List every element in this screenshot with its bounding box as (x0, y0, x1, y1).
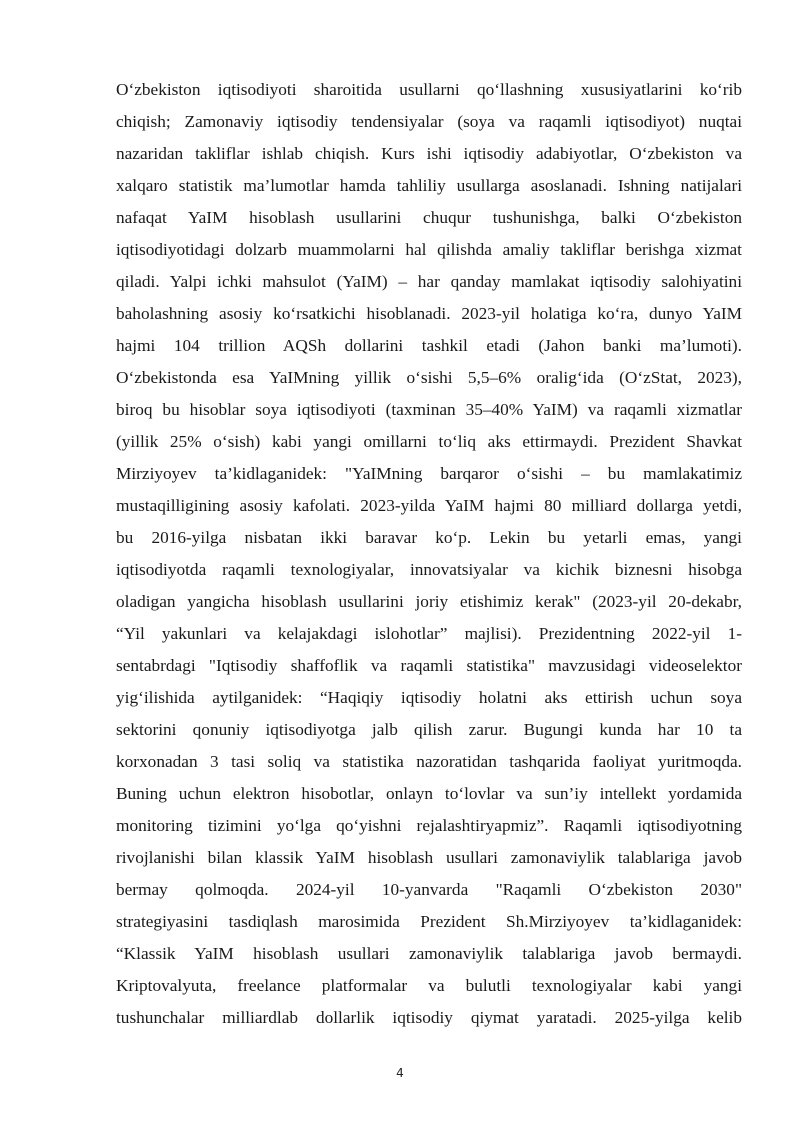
text-line: sektorini qonuniy iqtisodiyotga jalb qilish zarur. Bugungi kunda har 10 ta (116, 720, 742, 739)
text-line: strategiyasini tasdiqlash marosimida Prezident Sh.Mirziyoyev ta’kidlaganidek: (116, 912, 742, 931)
text-line: mustaqilligining asosiy kafolati. 2023-yilda YaIM hajmi 80 milliard dollarga yetdi, (116, 496, 742, 515)
text-line: yig‘ilishida aytilganidek: “Haqiqiy iqtisodiy holatni aks ettirish uchun soya (116, 688, 742, 707)
text-line: oladigan yangicha hisoblash usullarini joriy etishimiz kerak" (2023-yil 20-dekabr, (116, 592, 742, 611)
text-line: rivojlanishi bilan klassik YaIM hisoblash usullari zamonaviylik talablariga javob (116, 848, 742, 867)
text-line: “Yil yakunlari va kelajakdagi islohotlar” majlisi). Prezidentning 2022-yil 1- (116, 624, 742, 643)
text-line: nafaqat YaIM hisoblash usullarini chuqur tushunishga, balki O‘zbekiston (116, 208, 742, 227)
text-line: bu 2016-yilga nisbatan ikki baravar ko‘p. Lekin bu yetarli emas, yangi (116, 528, 742, 547)
text-line: nazaridan takliflar ishlab chiqish. Kurs ishi iqtisodiy adabiyotlar, O‘zbekiston va (116, 144, 742, 163)
text-line: bermay qolmoqda. 2024-yil 10-yanvarda "Raqamli O‘zbekiston 2030" (116, 880, 742, 899)
text-line: qiladi. Yalpi ichki mahsulot (YaIM) – har qanday mamlakat iqtisodiy salohiyatini (116, 272, 742, 291)
text-line: xalqaro statistik ma’lumotlar hamda tahliliy usullarga asoslanadi. Ishning natijalari (116, 176, 742, 195)
text-line: “Klassik YaIM hisoblash usullari zamonaviylik talablariga javob bermaydi. (116, 944, 742, 963)
text-line: Buning uchun elektron hisobotlar, onlayn to‘lovlar va sun’iy intellekt yordamida (116, 784, 742, 803)
text-line: monitoring tizimini yo‘lga qo‘yishni rejalashtiryapmiz”. Raqamli iqtisodiyotning (116, 816, 742, 835)
text-line: iqtisodiyotidagi dolzarb muammolarni hal qilishda amaliy takliflar berishga xizmat (116, 240, 742, 259)
text-line: O‘zbekiston iqtisodiyoti sharoitida usullarni qo‘llashning xususiyatlarini ko‘rib (116, 80, 742, 99)
text-line: O‘zbekistonda esa YaIMning yillik o‘sishi 5,5–6% oralig‘ida (O‘zStat, 2023), (116, 368, 742, 387)
text-line: sentabrdagi "Iqtisodiy shaffoflik va raqamli statistika" mavzusidagi videoselektor (116, 656, 742, 675)
text-line: tushunchalar milliardlab dollarlik iqtisodiy qiymat yaratadi. 2025-yilga kelib (116, 1008, 742, 1027)
text-line: Mirziyoyev ta’kidlaganidek: "YaIMning barqaror o‘sishi – bu mamlakatimiz (116, 464, 742, 483)
text-line: (yillik 25% o‘sish) kabi yangi omillarni to‘liq aks ettirmaydi. Prezident Shavkat (116, 432, 742, 451)
page-number: 4 (396, 1066, 404, 1080)
text-line: baholashning asosiy ko‘rsatkichi hisoblanadi. 2023-yil holatiga ko‘ra, dunyo YaIM (116, 304, 742, 323)
text-line: Kriptovalyuta, freelance platformalar va bulutli texnologiyalar kabi yangi (116, 976, 742, 995)
text-line: chiqish; Zamonaviy iqtisodiy tendensiyalar (soya va raqamli iqtisodiyot) nuqtai (116, 112, 742, 131)
text-line: biroq bu hisoblar soya iqtisodiyoti (taxminan 35–40% YaIM) va raqamli xizmatlar (116, 400, 742, 419)
text-line: korxonadan 3 tasi soliq va statistika nazoratidan tashqarida faoliyat yuritmoqda. (116, 752, 742, 771)
text-line: hajmi 104 trillion AQSh dollarini tashkil etadi (Jahon banki ma’lumoti). (116, 336, 742, 355)
body-text (116, 74, 742, 1034)
text-line: iqtisodiyotda raqamli texnologiyalar, innovatsiyalar va kichik biznesni hisobga (116, 560, 742, 579)
